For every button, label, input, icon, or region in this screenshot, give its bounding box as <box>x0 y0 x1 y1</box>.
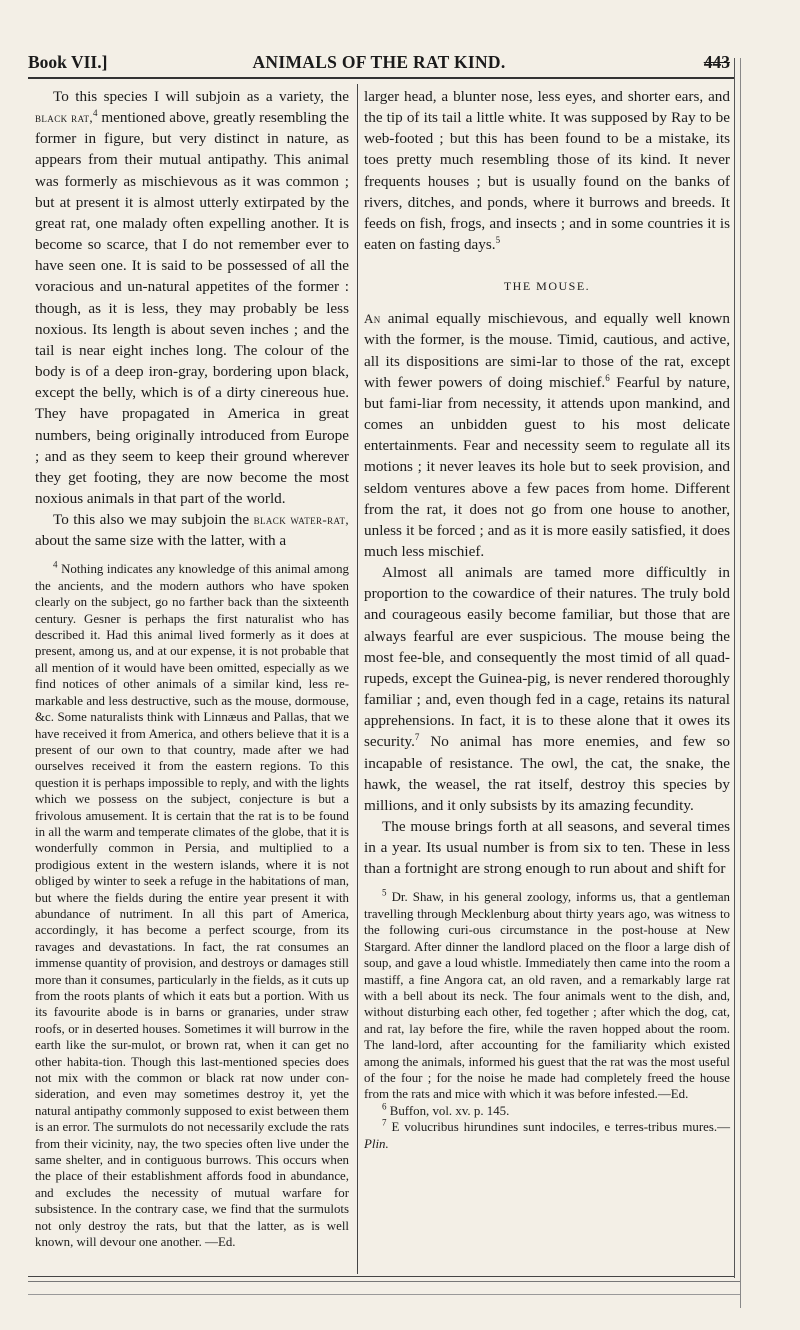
page-frame-outer <box>740 58 741 1308</box>
page-frame-right <box>734 58 735 1278</box>
footnote-6 <box>364 1103 730 1119</box>
paragraph-water-rat-cont <box>364 86 730 255</box>
text-run: To this also we may subjoin the <box>53 511 254 529</box>
text-run: To this species I will subjoin as a variety, the <box>53 88 349 105</box>
bottom-rule <box>28 1276 734 1277</box>
footnote-text: E volucribus hirundines sunt indociles, e terres-tribus mures.— <box>386 1120 730 1135</box>
column-divider <box>357 84 358 1274</box>
bottom-rule-2 <box>28 1281 740 1282</box>
header-book-label: Book VII.] <box>28 52 108 72</box>
paragraph-water-rat <box>35 509 349 551</box>
small-caps-term: black water-rat, <box>253 512 349 528</box>
text-run: larger head, a blunter nose, less eyes, and shorter ears, and the tip of its tail a little white. It was supposed by Ray to be web-footed ; but this has been found to be a mistake, its toes pretty much resembling those of its kind. It never frequents houses ; but is usually found on the banks of rivers, ditches, and ponds, where it burrows and breeds. It feeds on fish, frogs, and insects ; and in some countries it is eaten on fasting days. <box>364 88 730 254</box>
footnote-marker: 6 <box>382 1101 387 1112</box>
text-run: animal equally mischievous, and equally well known with the former, is the mouse. Timid, cautious, and active, all its dispositions are simi-lar to those of the rat, except with fewer powers of doing mischief. <box>364 310 730 391</box>
small-caps-term: black rat, <box>35 110 94 126</box>
footnote-4 <box>35 561 349 1250</box>
paragraph-mouse-breeding <box>364 816 730 879</box>
text-run: No animal has more enemies, and few so incapable of resistance. The owl, the cat, the snake, the hawk, the weasel, the rat itself, destroy this species by millions, and it only subsists by its amazing fecundity. <box>364 733 730 814</box>
footnote-marker: 7 <box>382 1117 387 1128</box>
footnote-marker: 4 <box>53 560 58 571</box>
header-rule <box>28 77 734 79</box>
footnote-ref: 6 <box>605 372 610 383</box>
bottom-rule-3 <box>28 1294 740 1295</box>
footnote-text: Dr. Shaw, in his general zoology, informs us, that a gentleman travelling through Mecklenburg about thirty years ago, was witness to the following curi-ous circumstance in the post-house at New Stargard. After dinner the landlord placed on the floor a large dish of soup, and gave a loud whistle. Immediately then came into the room a mastiff, a fine Angora cat, an old raven, and a remarkably large rat with a bell about its neck. The four animals went to the dish, and, without disturbing each other, fed together ; after which the dog, cat, and rat, lay before the fire, while the raven hopped about the room. The land-lord, after accounting for the familiarity which existed among the animals, informed his guest that the rat was the most useful of the four ; for the noise he made had completely freed the house from the rats and mice with which it was before infested.—Ed. <box>364 890 730 1102</box>
left-column <box>35 86 349 1251</box>
header-title: ANIMALS OF THE RAT KIND. <box>252 52 506 72</box>
footnote-ref: 7 <box>414 732 420 743</box>
page-number: 443 <box>703 52 730 72</box>
lead-word: An <box>364 311 381 327</box>
section-title: THE MOUSE. <box>503 279 591 294</box>
text-run: Almost all animals are tamed more difficultly in proportion to the cowardice of their natures. The truly bold and courageous easily become familiar, but those that are always fearful are ever suspicious. The mouse being the most fee-ble, and consequently the most timid of all quad-rupeds, except the Guinea-pig, is never rendered thoroughly familiar ; and, even though fed in a cage, retains its natural apprehensions. In fact, it is to these alone that it owes its security. <box>364 564 730 751</box>
footnote-ref: 4 <box>93 108 98 119</box>
text-run: mentioned above, greatly resembling the former in figure, but very distinct in nature, as appears from their mutual antipathy. This animal was formerly as mischievous as it was common ; but at present it is almost utterly extirpated by the great rat, one malady often expelling another. It is become so scarce, that I do not remember ever to have seen one. It is said to be possessed of all the voracious and un-natural appetites of the former : though, as it is less, they may probably be less noxious. Its length is about seven inches ; and the tail is near eight inches long. The colour of the body is of a deep iron-gray, bordering upon black, except the belly, which is of a dirty cinereous hue. They have propagated in America in great numbers, being originally introduced from Europe ; and as they seem to keep their ground wherever they get footing, they are now become the most noxious animals in that part of the world. <box>35 109 349 507</box>
text-run: about the same size with the latter, with a <box>35 532 287 550</box>
paragraph-mouse-intro <box>364 308 730 562</box>
footnote-text: Nothing indicates any knowledge of this animal among the ancients, and the modern authors who have spoken clearly on the subject, go no farther back than the sixteenth century. Gesner is perhaps the first naturalist who has described it. Had this animal lived formerly as it does at present, among us, and at our expense, it is not probable that all mention of it would have been omitted, especially as we find notices of other animals of a similar kind, less re-markable and less destructive, such as the mouse, dormouse, &c. Some naturalists think with Linnæus and Pallas, that we have received it from America, and others believe that it is a present of our own to that country, made after we had ourselves received it from the eastern regions. To this question it is perhaps impossible to reply, and with the lights which we possess on the subject, conjecture is but a frivolous amusement. It is certain that the rat is to be found in all the warm and temperate climates of the globe, that it is wonderfully common in Persia, and multiplied to a prodigious extent in the western islands, where it is not obliged by winter to seek a refuge in the habitations of man, but where the fields during the entire year present it with abundance of nutriment. In all this part of America, accordingly, it has become a perfect scourge, from its ravages and devastations. In fact, the rat consumes an immense quantity of provision, and destroys or damages still more than it consumes, particularly in the fields, as it cuts up from the roots plants of which it eats but a portion. With us its favourite abode is in barns or granaries, under straw roofs, or in deserted houses. Sometimes it will burrow in the earth like the sur-mulot, or brown rat, when it can get no other habita-tion. Though this last-mentioned species does not mix with the common or black rat now under con-sideration, and even may sometimes destroy it, yet the natural antipathy commonly supposed to exist between them is an error. The surmulots do not necessarily exclude the rats from their vicinity, nay, the two species often live under the same shelter, and in contiguous burrows. This occurs when the place of their establishment affords food in abundance, and excludes the necessity of mutual warfare for subsistence. In the contrary case, we find that the surmulots not only destroy the rats, but that the latter, as is well known, will devour one another. —Ed. <box>35 562 349 1250</box>
paragraph-black-rat <box>35 86 349 509</box>
footnote-text: Buffon, vol. xv. p. 145. <box>386 1103 510 1118</box>
text-run: The mouse brings forth at all seasons, and several times in a year. Its usual number is from six to ten. These in less than a fortnight are strong enough to run about and shift for <box>364 818 730 878</box>
paragraph-mouse-taming <box>364 562 730 816</box>
running-header <box>28 52 730 76</box>
right-column <box>364 86 730 1152</box>
footnote-citation: Plin. <box>364 1136 389 1151</box>
footnote-marker: 5 <box>382 888 387 899</box>
text-run: Fearful by nature, but fami-liar from necessity, it attends upon mankind, and comes an unbidden guest to his most delicate entertainments. Fear and necessity seem to regulate all its motions ; it never leaves its hole but to seek provision, and seldom ventures above a few paces from home. Different from the rat, it does not go from one house to another, unless it be forced ; and as it is more easily satisfied, it does much less mischief. <box>364 373 730 560</box>
footnote-5 <box>364 889 730 1102</box>
footnote-7 <box>364 1119 730 1152</box>
footnote-ref: 5 <box>495 235 501 246</box>
